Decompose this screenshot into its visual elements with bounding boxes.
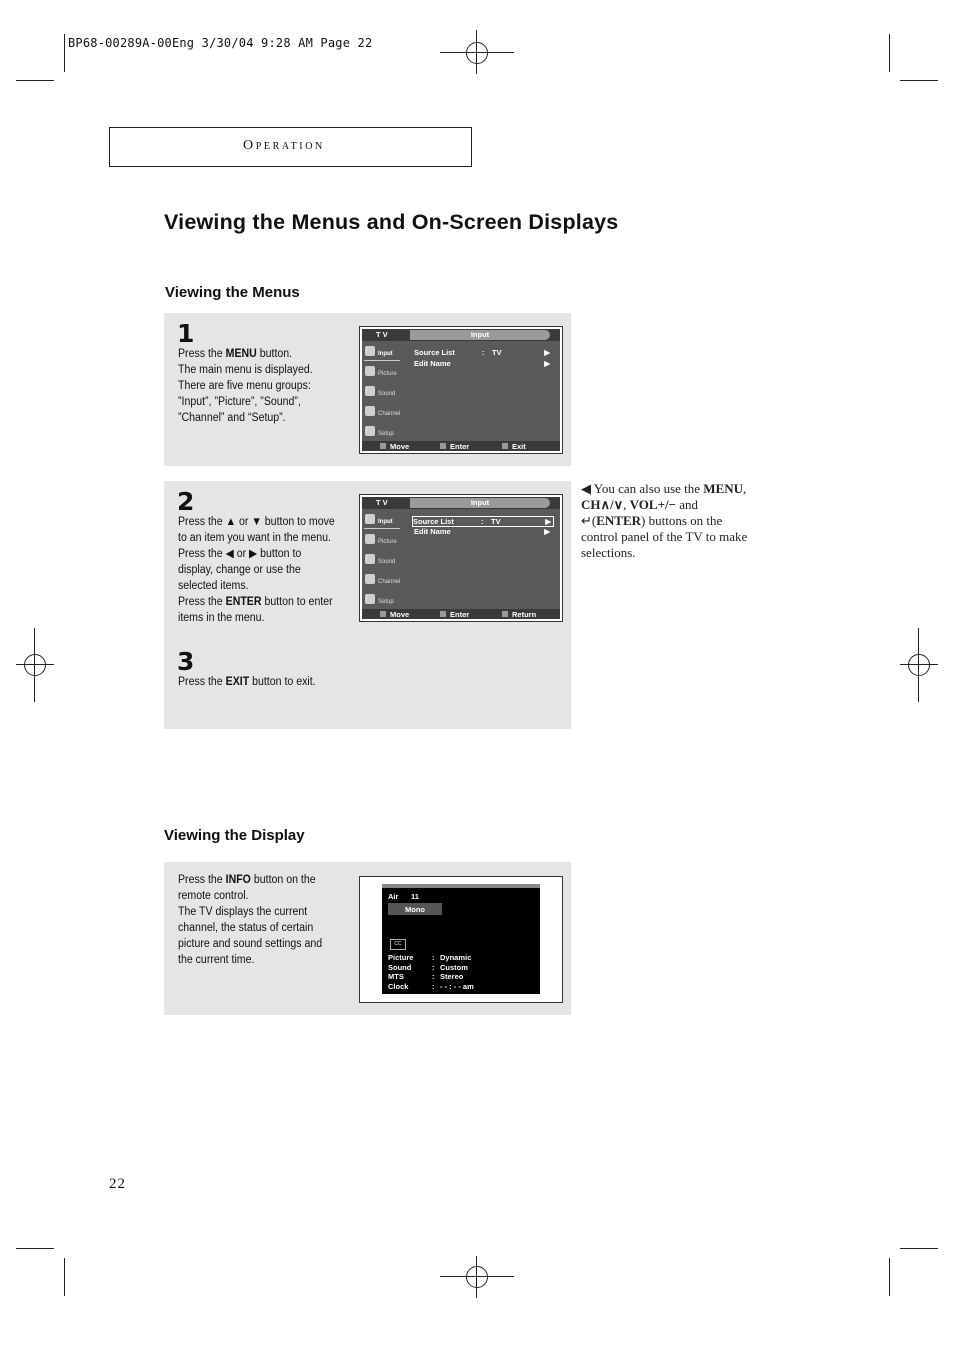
text-line: to an item you want in the menu.: [178, 532, 331, 544]
menu-group-icon: [365, 346, 375, 356]
menu-screenshot: [359, 326, 563, 454]
info-top-bar: [382, 884, 540, 888]
menu-group-icon: [365, 386, 375, 396]
section-header-box: [109, 127, 472, 167]
info-row-colon: :: [432, 981, 435, 991]
enter-icon: [440, 443, 446, 449]
menu-group-icon: [365, 574, 375, 584]
menu-group-icon: [365, 554, 375, 564]
page-number: 22: [109, 1176, 126, 1192]
osd-tv-label: T V: [376, 330, 388, 339]
info-row-value: - - : - - am: [440, 981, 474, 991]
text-line: picture and sound settings and: [178, 938, 323, 950]
step1-text: [178, 346, 313, 426]
osd-side-label: Picture: [378, 371, 397, 377]
side-note: [581, 481, 781, 561]
osd-help-label: Move: [390, 442, 410, 451]
step2-text: [178, 514, 335, 626]
osd-side-label: Input: [378, 519, 393, 525]
exit-icon: [502, 611, 508, 617]
info-row-label: MTS: [388, 972, 404, 981]
osd-row-value: TV: [491, 517, 501, 526]
menu-group-icon: [365, 426, 375, 436]
subtitle-display: Viewing the Display: [164, 827, 305, 844]
osd-help-bar: [362, 441, 560, 451]
arrow-right-icon: ▶: [544, 527, 550, 536]
osd-side-item: [364, 512, 400, 529]
text-line: the current time.: [178, 954, 255, 966]
crop-mark: [889, 1258, 890, 1296]
osd-menu-row: [412, 516, 554, 527]
info-audio: Mono: [405, 905, 425, 914]
osd-side-item: [364, 404, 400, 420]
osd-side-label: Channel: [378, 579, 401, 585]
osd-help-label: Return: [512, 610, 537, 619]
osd-side-item: [364, 592, 400, 608]
text-line: Press the EXIT button to exit.: [178, 676, 316, 688]
text-line: Press the INFO button on the: [178, 874, 316, 886]
arrow-right-icon: ▶: [544, 348, 550, 357]
osd-side-item: [364, 532, 400, 548]
osd-side-label: Setup: [378, 599, 394, 605]
osd-menu-row: [414, 527, 552, 536]
menu-group-icon: [365, 534, 375, 544]
osd-side-label: Input: [378, 351, 393, 357]
info-audio-box: [388, 903, 442, 915]
info-row-label: Picture: [388, 953, 414, 962]
info-row-colon: :: [432, 972, 435, 981]
osd-tab-input: Input: [410, 498, 550, 508]
section-label: Operation: [243, 138, 325, 153]
info-row-colon: :: [432, 962, 435, 972]
osd-title-bar: [362, 329, 560, 341]
text-line: ”Input”, ”Picture”, ”Sound”,: [178, 396, 301, 408]
text-line: display, change or use the: [178, 564, 301, 576]
osd-menu-row: [414, 348, 552, 357]
osd-row-label: Edit Name: [414, 359, 451, 368]
crop-mark: [900, 80, 938, 81]
osd-row-label: Source List: [413, 517, 454, 526]
text-line: Press the MENU button.: [178, 348, 293, 360]
menu-group-icon: [365, 514, 375, 524]
crop-mark: [889, 34, 890, 72]
step-number: 3: [177, 647, 195, 676]
text-line: control panel of the TV to make: [581, 529, 748, 544]
info-row-label: Clock: [388, 981, 409, 991]
info-row-colon: :: [432, 953, 435, 962]
arrow-right-icon: ▶: [544, 359, 550, 368]
osd-side-item: [364, 384, 400, 400]
osd-row-value: TV: [492, 348, 502, 357]
info-channel: 11: [411, 892, 419, 901]
text-line: ◀ You can also use the MENU,: [581, 481, 747, 496]
step3-text: [178, 674, 316, 690]
osd-row-colon: :: [482, 348, 485, 357]
osd-side-label: Picture: [378, 539, 397, 545]
osd-side-item: [364, 344, 400, 361]
move-icon: [380, 443, 386, 449]
osd-row-label: Edit Name: [414, 527, 451, 536]
move-icon: [380, 611, 386, 617]
osd-help-label: Exit: [512, 442, 526, 451]
osd-help-label: Enter: [450, 442, 470, 451]
menu-screenshot: [359, 494, 563, 622]
page-title: Viewing the Menus and On-Screen Displays: [164, 210, 619, 234]
info-source: Air: [388, 892, 399, 901]
osd-side-label: Setup: [378, 431, 394, 437]
crop-mark: [16, 1248, 54, 1249]
text-line: Press the ▲ or ▼ button to move: [178, 516, 335, 528]
osd-help-label: Move: [390, 610, 410, 619]
step-number: 1: [177, 319, 195, 348]
osd-side-label: Sound: [378, 559, 396, 565]
text-line: selected items.: [178, 580, 249, 592]
osd-side-item: [364, 364, 400, 380]
menu-group-icon: [365, 406, 375, 416]
info-row-label: Sound: [388, 962, 412, 972]
crop-mark: [900, 1248, 938, 1249]
subtitle-menus: Viewing the Menus: [165, 284, 300, 301]
osd-side-item: [364, 552, 400, 568]
text-line: ↵(ENTER) buttons on the: [581, 513, 723, 528]
crop-mark: [64, 1258, 65, 1296]
arrow-right-icon: ▶: [545, 517, 551, 526]
text-line: remote control.: [178, 890, 249, 902]
osd-row-colon: :: [481, 517, 484, 526]
osd-side-label: Channel: [378, 411, 401, 417]
osd-menu: [362, 329, 560, 451]
menu-group-icon: [365, 366, 375, 376]
text-line: Press the ◀ or ▶ button to: [178, 548, 302, 560]
text-line: ”Channel” and “Setup”.: [178, 412, 286, 424]
menu-group-icon: [365, 594, 375, 604]
osd-help-bar: [362, 609, 560, 619]
text-line: There are five menu groups:: [178, 380, 311, 392]
osd-menu-row: [414, 359, 552, 368]
osd-tv-label: T V: [376, 498, 388, 507]
text-line: channel, the status of certain: [178, 922, 314, 934]
info-display: [382, 884, 540, 994]
text-line: CH∧/∨, VOL+/− and: [581, 497, 699, 512]
text-line: selections.: [581, 545, 636, 560]
text-line: Press the ENTER button to enter: [178, 596, 333, 608]
osd-side-item: [364, 424, 400, 440]
display-text: [178, 872, 322, 968]
osd-title-bar: [362, 497, 560, 509]
text-line: The main menu is displayed.: [178, 364, 313, 376]
crop-mark: [16, 80, 54, 81]
osd-help-label: Enter: [450, 610, 470, 619]
text-line: items in the menu.: [178, 612, 265, 624]
osd-tab-input: Input: [410, 330, 550, 340]
enter-icon: [440, 611, 446, 617]
exit-icon: [502, 443, 508, 449]
osd-row-label: Source List: [414, 348, 455, 357]
osd-menu: [362, 497, 560, 619]
info-row-value: Stereo: [440, 972, 464, 981]
text-line: The TV displays the current: [178, 906, 308, 918]
print-slug: BP68-00289A-00Eng 3/30/04 9:28 AM Page 22: [68, 36, 373, 50]
osd-side-item: [364, 572, 400, 588]
info-row-value: Custom: [440, 962, 468, 972]
cc-icon: CC: [390, 939, 406, 950]
step-number: 2: [177, 487, 195, 516]
info-row-value: Dynamic: [440, 953, 472, 962]
osd-side-label: Sound: [378, 391, 396, 397]
crop-mark: [64, 34, 65, 72]
